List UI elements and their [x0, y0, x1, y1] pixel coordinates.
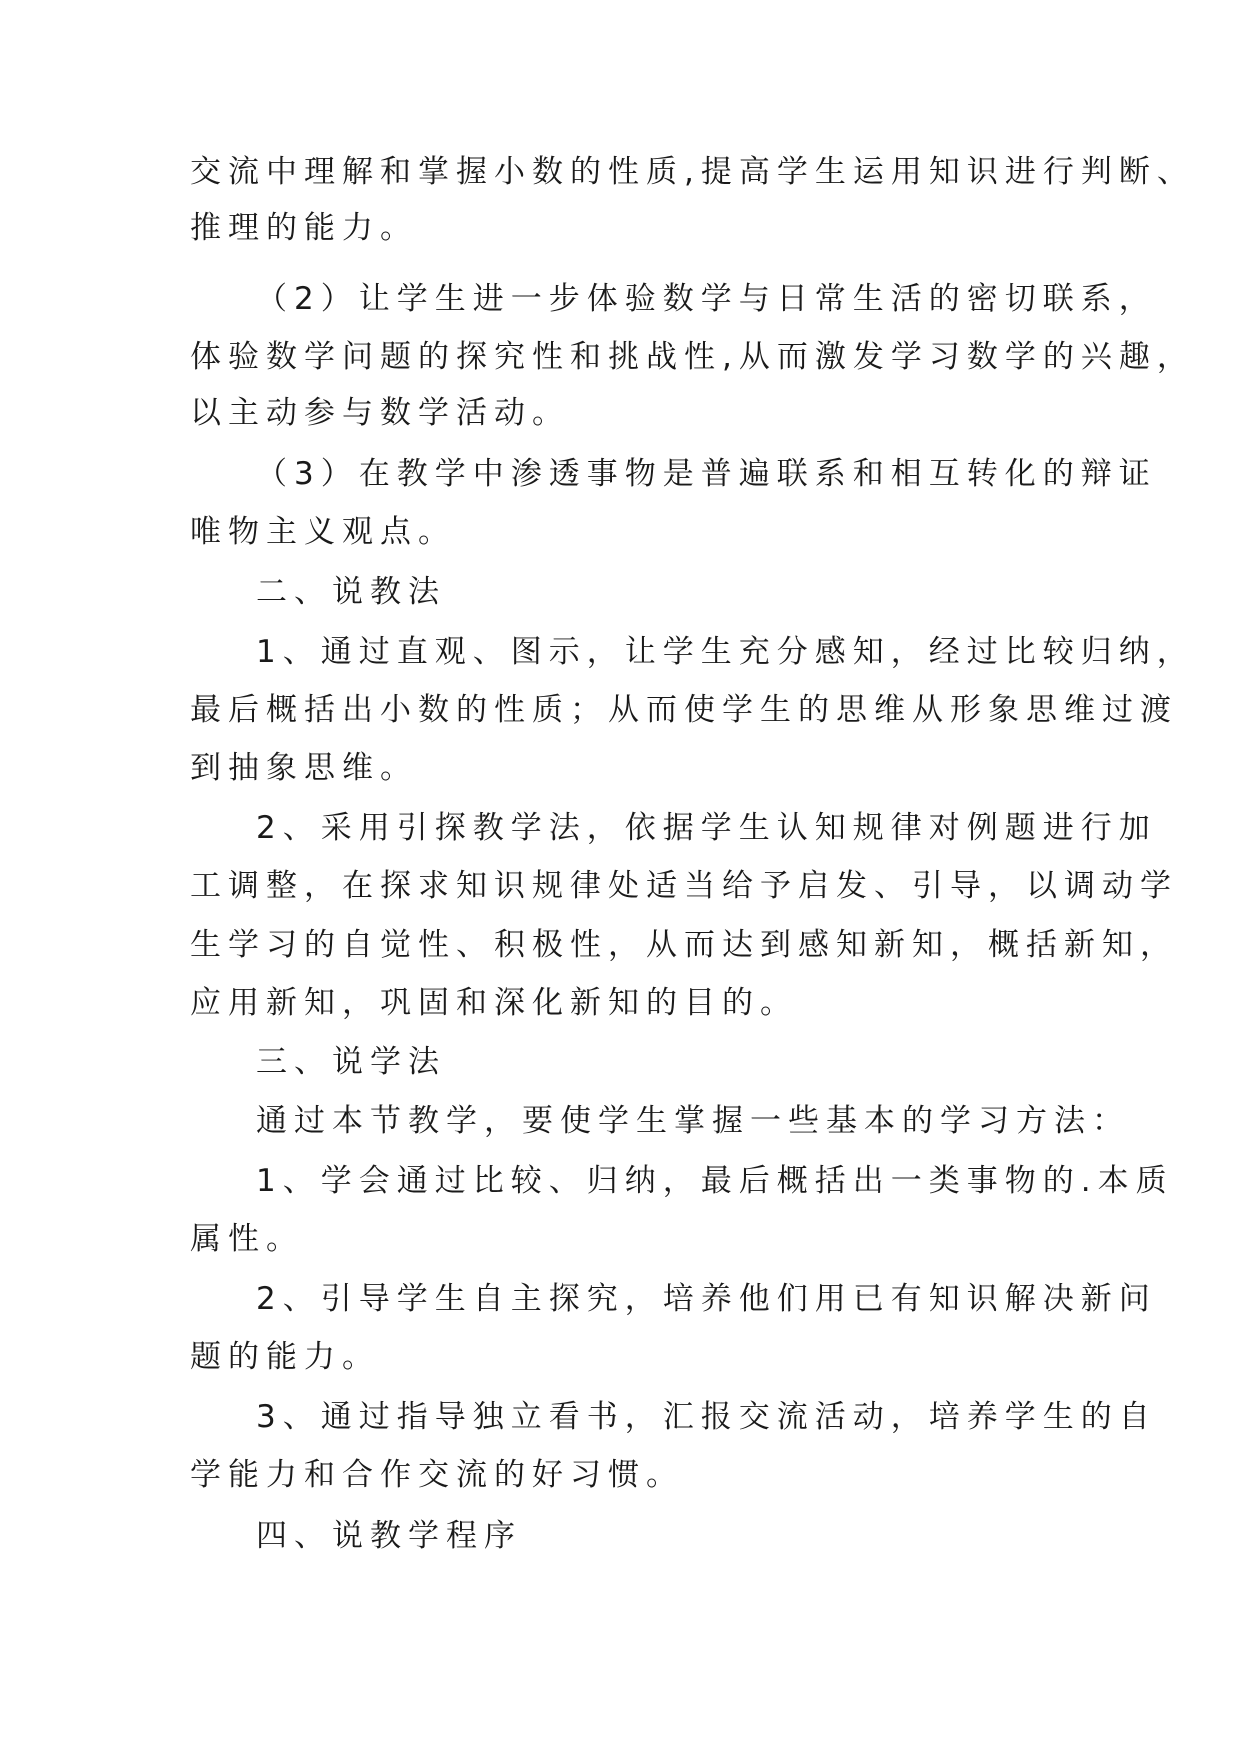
text-line: 2、引导学生自主探究，培养他们用已有知识解决新问	[256, 1281, 1157, 1317]
text-line: （2）让学生进一步体验数学与日常生活的密切联系，	[256, 281, 1157, 317]
text-line: 属性。	[190, 1221, 304, 1257]
text-line: 到抽象思维。	[190, 750, 418, 786]
text-line: 学能力和合作交流的好习惯。	[190, 1457, 684, 1493]
text-line: 生学习的自觉性、积极性，从而达到感知新知，概括新知，	[190, 927, 1178, 963]
text-line: 1、通过直观、图示，让学生充分感知，经过比较归纳，	[256, 634, 1195, 670]
text-line: 2、采用引探教学法，依据学生认知规律对例题进行加	[256, 810, 1157, 846]
text-line: 工调整，在探求知识规律处适当给予启发、引导，以调动学	[190, 868, 1178, 904]
text-line: 唯物主义观点。	[190, 514, 456, 550]
text-line: 题的能力。	[190, 1339, 380, 1375]
section-heading: 三、说学法	[256, 1044, 446, 1080]
text-line: 交流中理解和掌握小数的性质,提高学生运用知识进行判断、	[190, 154, 1195, 190]
text-line: 3、通过指导独立看书，汇报交流活动，培养学生的自	[256, 1399, 1157, 1435]
text-line: 以主动参与数学活动。	[190, 395, 570, 431]
text-line: 最后概括出小数的性质；从而使学生的思维从形象思维过渡	[190, 692, 1178, 728]
text-line: 应用新知，巩固和深化新知的目的。	[190, 985, 798, 1021]
section-heading: 四、说教学程序	[256, 1518, 522, 1554]
section-heading: 二、说教法	[256, 574, 446, 610]
text-line: （3）在教学中渗透事物是普遍联系和相互转化的辩证	[256, 456, 1157, 492]
text-line: 通过本节教学，要使学生掌握一些基本的学习方法：	[256, 1103, 1130, 1139]
text-line: 1、学会通过比较、归纳，最后概括出一类事物的.本质	[256, 1163, 1174, 1199]
text-line: 推理的能力。	[190, 210, 418, 246]
text-line: 体验数学问题的探究性和挑战性,从而激发学习数学的兴趣，	[190, 339, 1195, 375]
